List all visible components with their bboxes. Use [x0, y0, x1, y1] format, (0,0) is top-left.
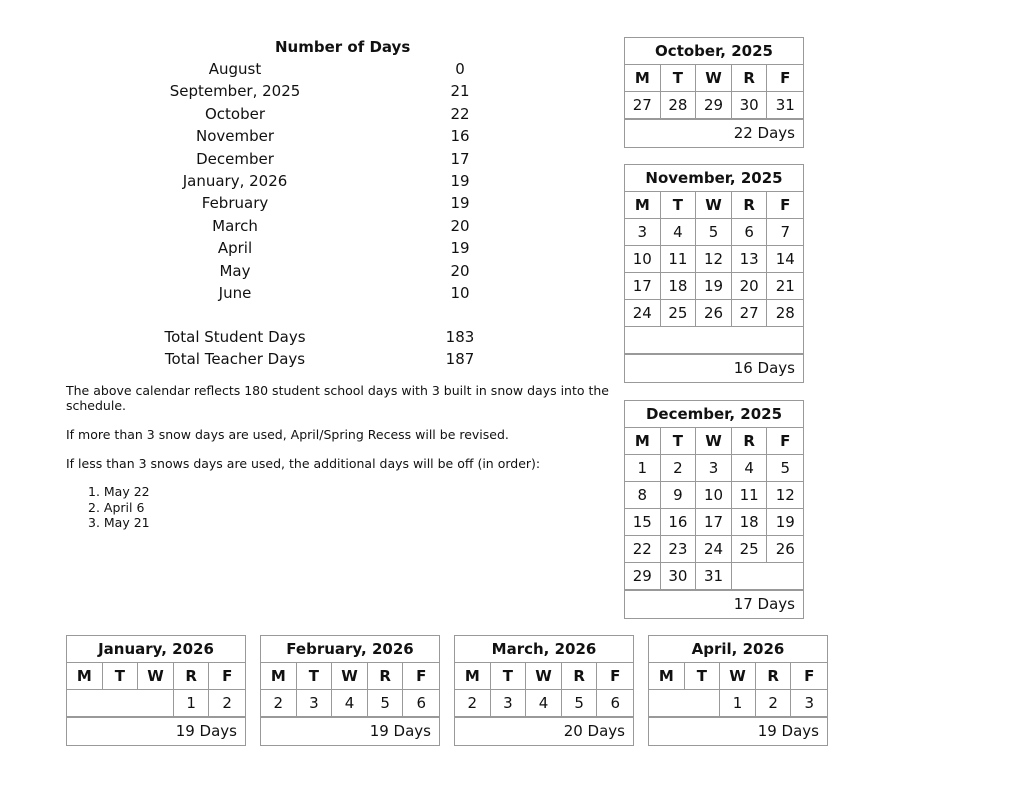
- calendar-december-2025: [624, 400, 804, 619]
- month-days: 21: [450, 82, 470, 101]
- month-days: 20: [450, 261, 470, 280]
- weekday-label: F: [610, 667, 621, 685]
- day-cell: 14: [775, 250, 795, 268]
- calendar-january-2026: [66, 635, 246, 746]
- day-cell: 7: [780, 223, 790, 241]
- weekday-label: R: [174, 663, 210, 689]
- day-cell: [767, 327, 803, 353]
- month-days: 20: [450, 216, 470, 235]
- weekday-label: T: [661, 65, 697, 91]
- week-row: [67, 690, 245, 717]
- weekday-header: [625, 65, 803, 92]
- day-cell: 5: [562, 690, 598, 716]
- weekday-label: F: [780, 432, 791, 450]
- weekday-label: W: [720, 663, 756, 689]
- weekday-label: W: [138, 663, 174, 689]
- day-cell: 4: [732, 455, 768, 481]
- day-cell: 2: [455, 690, 491, 716]
- weekday-label: M: [67, 663, 103, 689]
- day-cell: 12: [696, 246, 732, 272]
- calendar-title: April, 2026: [649, 636, 827, 663]
- calendar-title: March, 2026: [455, 636, 633, 663]
- month-label: September, 2025: [169, 82, 301, 101]
- note-snow-days: The above calendar reflects 180 student school days with 3 built in snow days into the schedule.: [66, 383, 609, 413]
- day-cell: 3: [696, 455, 732, 481]
- day-cell: 5: [780, 459, 790, 477]
- total-row: [160, 328, 490, 350]
- day-cell: 18: [661, 273, 697, 299]
- day-cell: 2: [661, 455, 697, 481]
- weekday-label: M: [625, 428, 661, 454]
- day-cell: 4: [526, 690, 562, 716]
- month-total: 22 Days: [625, 119, 803, 147]
- weekday-label: F: [804, 667, 815, 685]
- day-cell: 2: [756, 690, 792, 716]
- month-label: August: [208, 60, 262, 78]
- month-days: 17: [450, 149, 470, 168]
- week-row: [625, 92, 803, 119]
- week-row: [625, 219, 803, 246]
- weekday-label: M: [625, 65, 661, 91]
- month-label: June: [218, 284, 252, 302]
- summary-row: [160, 105, 490, 127]
- month-days: 19: [450, 239, 470, 258]
- day-cell: 31: [696, 563, 732, 589]
- weekday-label: F: [416, 667, 427, 685]
- day-cell: 13: [732, 246, 768, 272]
- day-cell: [661, 327, 697, 353]
- total-value: 183: [445, 328, 475, 346]
- weekday-label: R: [732, 192, 768, 218]
- weekday-label: T: [297, 663, 333, 689]
- calendar-october-2025: [624, 37, 804, 148]
- day-cell: 28: [775, 304, 795, 322]
- day-cell: [685, 690, 721, 716]
- day-cell: 24: [625, 300, 661, 326]
- month-days: 19: [450, 194, 470, 213]
- day-cell: 1: [720, 690, 756, 716]
- day-cell: 5: [696, 219, 732, 245]
- day-cell: 3: [804, 694, 814, 712]
- summary-row: [160, 284, 490, 306]
- day-cell: [103, 690, 139, 716]
- weekday-label: T: [103, 663, 139, 689]
- day-cell: 26: [775, 540, 795, 558]
- month-days: 0: [455, 60, 465, 78]
- day-cell: 5: [368, 690, 404, 716]
- weekday-label: R: [368, 663, 404, 689]
- month-label: May: [219, 261, 251, 280]
- day-cell: 2: [222, 694, 232, 712]
- day-cell: [767, 563, 803, 589]
- day-cell: 28: [661, 92, 697, 118]
- weekday-label: M: [261, 663, 297, 689]
- day-cell: 17: [696, 509, 732, 535]
- week-row: [625, 246, 803, 273]
- note-spring-recess: If more than 3 snow days are used, April/Spring Recess will be revised.: [66, 427, 509, 442]
- weekday-label: R: [562, 663, 598, 689]
- day-cell: 30: [661, 563, 697, 589]
- day-cell: 27: [625, 92, 661, 118]
- month-days: 19: [450, 172, 470, 190]
- calendar-title: November, 2025: [625, 165, 803, 192]
- list-item: 3. May 21: [88, 515, 150, 530]
- weekday-label: R: [732, 65, 768, 91]
- day-cell: 31: [775, 96, 795, 114]
- month-label: February: [201, 194, 269, 213]
- summary-title: Number of Days: [275, 38, 411, 56]
- month-total: 19 Days: [67, 717, 245, 745]
- weekday-label: F: [222, 667, 233, 685]
- calendar-november-2025: [624, 164, 804, 383]
- weekday-label: T: [661, 192, 697, 218]
- day-cell: 12: [775, 486, 795, 504]
- week-row: [625, 482, 803, 509]
- day-cell: 15: [625, 509, 661, 535]
- total-label: Total Student Days: [164, 328, 306, 346]
- month-total: 19 Days: [649, 717, 827, 745]
- day-cell: [732, 327, 768, 353]
- weekday-label: M: [625, 192, 661, 218]
- day-cell: 1: [174, 690, 210, 716]
- day-cell: 18: [732, 509, 768, 535]
- day-cell: 6: [732, 219, 768, 245]
- day-cell: 21: [775, 277, 795, 295]
- week-row: [649, 690, 827, 717]
- weekday-label: F: [780, 69, 791, 87]
- summary-row: [160, 127, 490, 149]
- month-label: March: [212, 216, 258, 235]
- month-days: 10: [450, 284, 470, 302]
- month-label: October: [204, 104, 266, 123]
- day-cell: 20: [732, 273, 768, 299]
- day-cell: 11: [661, 246, 697, 272]
- week-row: [625, 273, 803, 300]
- day-cell: 9: [661, 482, 697, 508]
- weekday-label: W: [696, 65, 732, 91]
- total-value: 187: [445, 350, 475, 369]
- day-cell: 3: [491, 690, 527, 716]
- month-days: 22: [450, 104, 470, 123]
- weekday-header: [261, 663, 439, 690]
- weekday-header: [625, 428, 803, 455]
- total-row: [160, 350, 490, 372]
- weekday-label: T: [661, 428, 697, 454]
- weekday-label: W: [696, 428, 732, 454]
- day-cell: 27: [732, 300, 768, 326]
- weekday-header: [455, 663, 633, 690]
- weekday-label: T: [491, 663, 527, 689]
- day-cell: 26: [696, 300, 732, 326]
- day-cell: 6: [416, 694, 426, 712]
- weekday-label: W: [332, 663, 368, 689]
- day-cell: 11: [732, 482, 768, 508]
- month-total: 20 Days: [455, 717, 633, 745]
- day-cell: 22: [625, 536, 661, 562]
- month-total: 19 Days: [261, 717, 439, 745]
- day-cell: 19: [775, 513, 795, 531]
- month-label: November: [195, 127, 275, 146]
- weekday-header: [649, 663, 827, 690]
- list-item: 2. April 6: [88, 499, 145, 515]
- weekday-header: [67, 663, 245, 690]
- day-cell: 10: [696, 482, 732, 508]
- summary-row: [160, 239, 490, 261]
- month-total: 16 Days: [625, 354, 803, 382]
- calendar-april-2026: [648, 635, 828, 746]
- calendar-title: December, 2025: [625, 401, 803, 428]
- day-cell: [732, 563, 768, 589]
- day-cell: [138, 690, 174, 716]
- summary-row: [160, 194, 490, 216]
- week-row: [625, 563, 803, 590]
- week-row: [625, 509, 803, 536]
- day-cell: 19: [696, 273, 732, 299]
- weekday-label: R: [756, 663, 792, 689]
- weekday-label: R: [732, 428, 768, 454]
- weekday-label: T: [685, 663, 721, 689]
- note-days-off: If less than 3 snows days are used, the additional days will be off (in order):: [66, 456, 541, 471]
- month-label: December: [196, 149, 274, 168]
- day-cell: 6: [610, 694, 620, 712]
- day-cell: 3: [625, 219, 661, 245]
- day-cell: 3: [297, 690, 333, 716]
- day-cell: 8: [625, 482, 661, 508]
- list-item: 1. May 22: [88, 484, 150, 499]
- day-cell: 24: [696, 536, 732, 562]
- week-row: [625, 300, 803, 327]
- day-cell: 4: [661, 219, 697, 245]
- day-cell: [696, 327, 732, 353]
- day-cell: 29: [625, 563, 661, 589]
- day-cell: [67, 690, 103, 716]
- weekday-label: M: [455, 663, 491, 689]
- total-label: Total Teacher Days: [164, 350, 306, 369]
- day-cell: [625, 327, 661, 353]
- week-row: [625, 455, 803, 482]
- day-cell: 10: [625, 246, 661, 272]
- day-cell: [649, 690, 685, 716]
- day-cell: 30: [732, 92, 768, 118]
- month-total: 17 Days: [625, 590, 803, 618]
- day-cell: 1: [625, 455, 661, 481]
- calendar-title: January, 2026: [67, 636, 245, 663]
- day-cell: 23: [661, 536, 697, 562]
- week-row: [625, 327, 803, 354]
- summary-row: [160, 172, 490, 194]
- day-cell: 25: [732, 536, 768, 562]
- weekday-header: [625, 192, 803, 219]
- calendar-february-2026: [260, 635, 440, 746]
- summary-row: [160, 60, 490, 82]
- summary-row: [160, 262, 490, 284]
- day-cell: 17: [625, 273, 661, 299]
- summary-row: [160, 82, 490, 104]
- week-row: [261, 690, 439, 717]
- week-row: [455, 690, 633, 717]
- day-cell: 29: [696, 92, 732, 118]
- calendar-title: February, 2026: [261, 636, 439, 663]
- weekday-label: W: [526, 663, 562, 689]
- day-cell: 16: [661, 509, 697, 535]
- month-label: April: [217, 239, 253, 258]
- day-cell: 25: [661, 300, 697, 326]
- weekday-label: F: [780, 196, 791, 214]
- weekday-label: W: [696, 192, 732, 218]
- days-off-list: [88, 484, 150, 531]
- day-cell: 4: [332, 690, 368, 716]
- summary-row: [160, 150, 490, 172]
- month-label: January, 2026: [182, 172, 288, 190]
- weekday-label: M: [649, 663, 685, 689]
- day-cell: 2: [261, 690, 297, 716]
- month-days: 16: [450, 127, 470, 146]
- calendar-march-2026: [454, 635, 634, 746]
- week-row: [625, 536, 803, 563]
- calendar-title: October, 2025: [625, 38, 803, 65]
- summary-row: [160, 217, 490, 239]
